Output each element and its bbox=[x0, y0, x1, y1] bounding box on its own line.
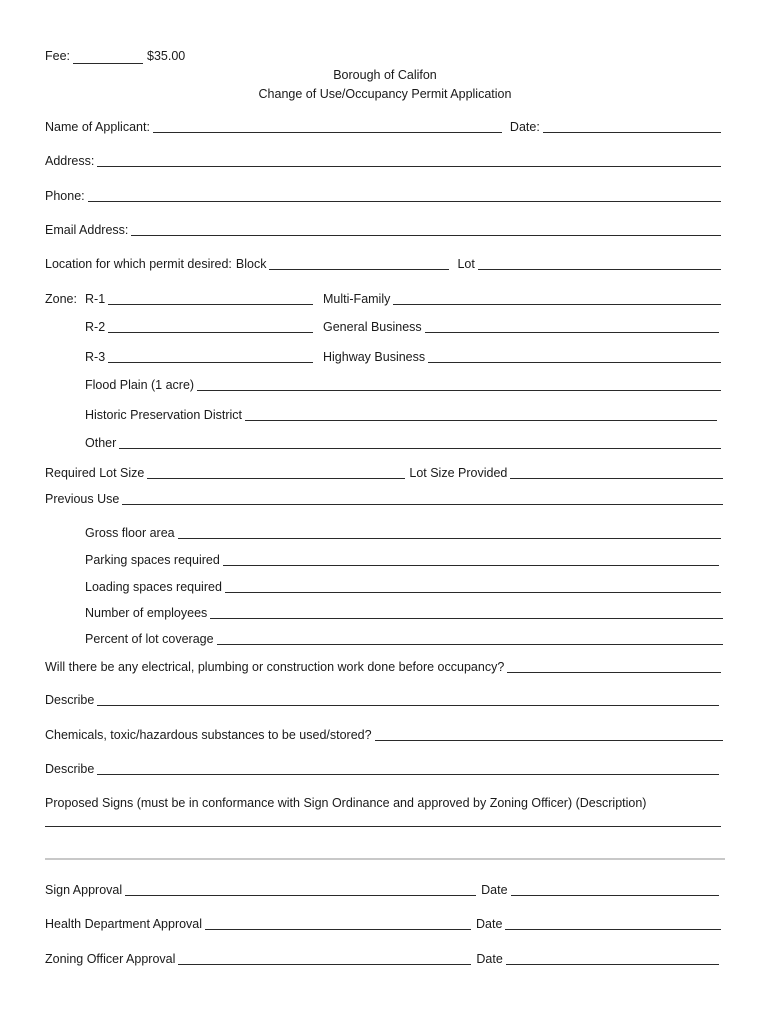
address-label: Address: bbox=[45, 154, 95, 168]
fee-field[interactable] bbox=[73, 51, 143, 64]
zone-r3-line bbox=[85, 349, 313, 365]
lot-size-line bbox=[45, 465, 723, 481]
health-approval-date-field[interactable] bbox=[505, 917, 721, 930]
describe-work-line bbox=[45, 692, 719, 708]
parking-spaces-line bbox=[85, 552, 719, 568]
previous-use-field[interactable] bbox=[122, 492, 723, 505]
parking-spaces-field[interactable] bbox=[223, 553, 719, 566]
phone-line bbox=[45, 188, 721, 204]
chemicals-line bbox=[45, 727, 723, 743]
zone-r2-field[interactable] bbox=[108, 320, 313, 333]
zone-general-business-line bbox=[323, 319, 719, 335]
work-before-occupancy-label: Will there be any electrical, plumbing or construction work done before occupancy? bbox=[45, 660, 505, 674]
health-approval-label: Health Department Approval bbox=[45, 917, 203, 931]
proposed-signs-label: Proposed Signs (must be in conformance with Sign Ordinance and approved by Zoning Officer) (Description) bbox=[45, 796, 647, 810]
address-line bbox=[45, 153, 721, 169]
sign-approval-date-label: Date bbox=[481, 883, 508, 897]
zone-r3-field[interactable] bbox=[108, 350, 313, 363]
zoning-approval-date-field[interactable] bbox=[506, 952, 719, 965]
zone-r1-label: R-1 bbox=[85, 292, 106, 306]
zone-historic-label: Historic Preservation District bbox=[85, 408, 242, 422]
lot-label: Lot bbox=[457, 257, 475, 271]
phone-label: Phone: bbox=[45, 189, 85, 203]
address-field[interactable] bbox=[97, 154, 721, 167]
chemicals-field[interactable] bbox=[375, 728, 723, 741]
loading-spaces-label: Loading spaces required bbox=[85, 580, 222, 594]
work-before-occupancy-line bbox=[45, 659, 721, 675]
required-lot-size-label: Required Lot Size bbox=[45, 466, 145, 480]
describe-work-field[interactable] bbox=[97, 693, 719, 706]
describe-chemicals-field[interactable] bbox=[97, 762, 719, 775]
employees-line bbox=[85, 605, 723, 621]
sign-approval-field[interactable] bbox=[125, 883, 476, 896]
block-field[interactable] bbox=[269, 257, 449, 270]
zone-other-line bbox=[85, 435, 721, 451]
zone-r1-line bbox=[85, 291, 313, 307]
borough-name: Borough of Califon bbox=[333, 68, 437, 82]
health-approval-field[interactable] bbox=[205, 917, 471, 930]
zone-label: Zone: bbox=[45, 292, 77, 306]
block-label: Block bbox=[235, 257, 267, 271]
zone-multi-family-line bbox=[323, 291, 721, 307]
name-field[interactable] bbox=[153, 120, 502, 133]
zone-general-business-field[interactable] bbox=[425, 320, 719, 333]
location-label: Location for which permit desired: bbox=[45, 257, 232, 271]
previous-use-line bbox=[45, 491, 723, 507]
lot-coverage-field[interactable] bbox=[217, 632, 723, 645]
gross-floor-area-field[interactable] bbox=[178, 526, 721, 539]
sign-approval-date-field[interactable] bbox=[511, 883, 719, 896]
describe-work-label: Describe bbox=[45, 693, 95, 707]
loading-spaces-line bbox=[85, 579, 721, 595]
describe-chemicals-line bbox=[45, 761, 719, 777]
zoning-approval-label: Zoning Officer Approval bbox=[45, 952, 176, 966]
form-title: Change of Use/Occupancy Permit Application bbox=[258, 87, 512, 101]
sign-approval-label: Sign Approval bbox=[45, 883, 123, 897]
loading-spaces-field[interactable] bbox=[225, 580, 721, 593]
zone-other-label: Other bbox=[85, 436, 117, 450]
gross-floor-area-label: Gross floor area bbox=[85, 526, 175, 540]
zone-r2-line bbox=[85, 319, 313, 335]
zone-highway-business-line bbox=[323, 349, 721, 365]
phone-field[interactable] bbox=[88, 189, 721, 202]
zone-flood-plain-field[interactable] bbox=[197, 378, 721, 391]
zone-highway-business-label: Highway Business bbox=[323, 350, 426, 364]
location-line bbox=[45, 256, 721, 272]
zone-historic-line bbox=[85, 407, 717, 423]
zoning-approval-line bbox=[45, 951, 719, 967]
lot-size-provided-field[interactable] bbox=[510, 466, 723, 479]
name-label: Name of Applicant: bbox=[45, 120, 150, 134]
employees-field[interactable] bbox=[210, 606, 723, 619]
zoning-approval-field[interactable] bbox=[178, 952, 471, 965]
health-approval-line bbox=[45, 916, 721, 932]
zone-multi-family-label: Multi-Family bbox=[323, 292, 391, 306]
sign-approval-line bbox=[45, 882, 719, 898]
zone-multi-family-field[interactable] bbox=[393, 292, 721, 305]
fee-label: Fee: bbox=[45, 49, 71, 63]
zone-flood-plain-line bbox=[85, 377, 721, 393]
lot-coverage-line bbox=[85, 631, 723, 647]
date-label: Date: bbox=[509, 120, 540, 134]
work-before-occupancy-field[interactable] bbox=[507, 660, 721, 673]
employees-label: Number of employees bbox=[85, 606, 208, 620]
email-field[interactable] bbox=[131, 223, 721, 236]
fee-line bbox=[45, 48, 185, 64]
proposed-signs-field[interactable] bbox=[45, 826, 721, 827]
lot-coverage-label: Percent of lot coverage bbox=[85, 632, 214, 646]
gross-floor-area-line bbox=[85, 525, 721, 541]
name-date-line bbox=[45, 119, 721, 135]
required-lot-size-field[interactable] bbox=[147, 466, 405, 479]
email-label: Email Address: bbox=[45, 223, 129, 237]
date-field[interactable] bbox=[543, 120, 721, 133]
zone-other-field[interactable] bbox=[119, 436, 721, 449]
proposed-signs-line bbox=[45, 795, 646, 811]
zone-r3-label: R-3 bbox=[85, 350, 106, 364]
zone-general-business-label: General Business bbox=[323, 320, 422, 334]
zone-highway-business-field[interactable] bbox=[428, 350, 721, 363]
zone-label-wrap bbox=[45, 291, 77, 307]
zoning-approval-date-label: Date bbox=[476, 952, 503, 966]
lot-field[interactable] bbox=[478, 257, 721, 270]
chemicals-label: Chemicals, toxic/hazardous substances to be used/stored? bbox=[45, 728, 372, 742]
email-line bbox=[45, 222, 721, 238]
zone-flood-plain-label: Flood Plain (1 acre) bbox=[85, 378, 195, 392]
lot-size-provided-label: Lot Size Provided bbox=[409, 466, 508, 480]
zone-r2-label: R-2 bbox=[85, 320, 106, 334]
parking-spaces-label: Parking spaces required bbox=[85, 553, 220, 567]
zone-historic-field[interactable] bbox=[245, 408, 717, 421]
health-approval-date-label: Date bbox=[476, 917, 503, 931]
zone-r1-field[interactable] bbox=[108, 292, 313, 305]
previous-use-label: Previous Use bbox=[45, 492, 120, 506]
describe-chemicals-label: Describe bbox=[45, 762, 95, 776]
fee-amount: $35.00 bbox=[147, 49, 186, 63]
section-divider bbox=[45, 858, 725, 860]
